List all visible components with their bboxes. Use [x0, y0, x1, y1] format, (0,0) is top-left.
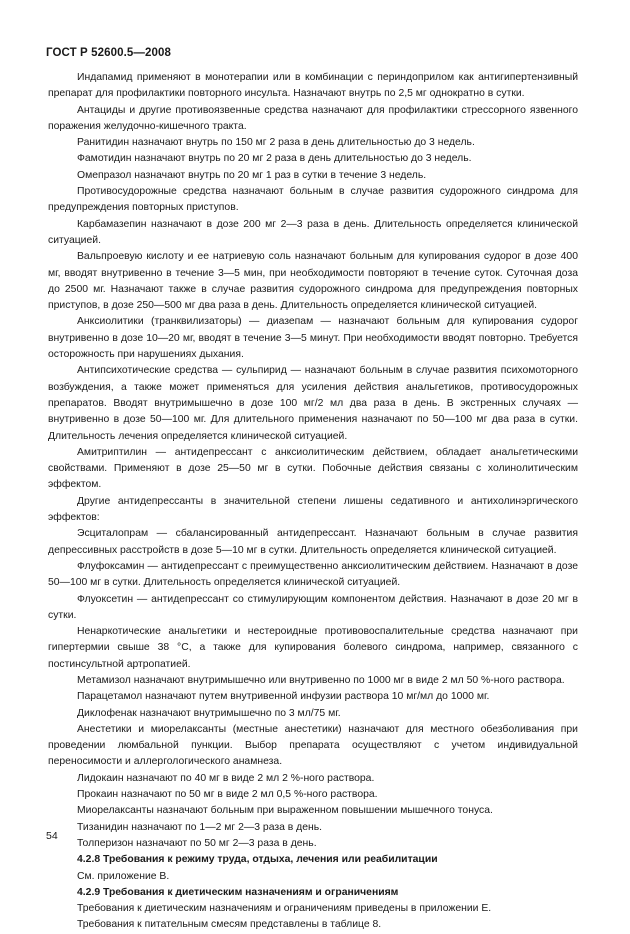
paragraph: Индапамид применяют в монотерапии или в комбинации с периндоприлом как антигипертензивный препарат для профилактики повторного инсульта. Назначают внутрь по 2,5 мг однократно в сутки.	[48, 72, 578, 100]
paragraph: Диклофенак назначают внутримышечно по 3 мл/75 мг.	[77, 707, 341, 719]
paragraph: Анестетики и миорелаксанты (местные анестетики) назначают для местного обезболивания при проведении люмбальной пункции. Выбор препарата осуществляют с учетом индивидуальной переносимости и аллергологического анамнеза.	[48, 723, 578, 768]
paragraph: Метамизол назначают внутримышечно или внутривенно по 1000 мг в виде 2 мл 50 %-ного раствора.	[77, 674, 565, 686]
section-4-2-8-text: См. приложение В.	[77, 870, 170, 882]
paragraph: Ранитидин назначают внутрь по 150 мг 2 раза в день длительностью до 3 недель.	[77, 137, 475, 149]
paragraph: Антипсихотические средства — сульпирид — назначают больным в случае развития психомоторного возбуждения, а также может применяться для усиления действия анальгетиков, противосудорожных препаратов. Вводят внутримышечно в дозе 100 мг/2 мл два раза в день. В экстренных случаях — внутривенно в дозе 50—100 мг. Для длительного применения назначают по 50—100 мг два раза в сутки. Длительность лечения определяется клинической ситуацией.	[48, 365, 578, 442]
paragraph: Амитриптилин — антидепрессант с анксиолитическим действием, обладает анальгетическими свойствами. Применяют в дозе 25—50 мг в сутки. Побочные действия связаны с холинолитическим эффектом.	[48, 446, 578, 491]
paragraph: Парацетамол назначают путем внутривенной инфузии раствора 10 мг/мл до 1000 мг.	[77, 691, 490, 703]
paragraph: Омепразол назначают внутрь по 20 мг 1 раз в сутки в течение 3 недель.	[77, 169, 427, 181]
page-body	[48, 70, 578, 934]
paragraph: Флуфоксамин — антидепрессант с преимущественно анксиолитическим действием. Назначают в дозе 50—100 мг в сутки. Длительность определяется клинической ситуацией.	[48, 560, 578, 589]
paragraph: Противосудорожные средства назначают больным в случае развития судорожного синдрома для предупреждения повторных приступов.	[48, 186, 578, 214]
paragraph: Тизанидин назначают по 1—2 мг 2—3 раза в день.	[77, 821, 323, 833]
section-heading-4-2-8: 4.2.8 Требования к режиму труда, отдыха, лечения или реабилитации	[77, 854, 438, 866]
paragraph: Вальпроевую кислоту и ее натриевую соль назначают больным для купирования судорог в дозе 400 мг, вводят внутривенно в течение 3—5 мин, при необходимости повторяют в течение суток. Суточная доза до 2500 мг. Назначают также в случае развития судорожного синдрома для предупреждения повторных приступов, в дозе 250—500 мг два раза в день. Длительность определяется клинической ситуацией.	[48, 251, 578, 312]
paragraph: Антациды и другие противоязвенные средства назначают для профилактики стрессорного язвенного поражения желудочно-кишечного тракта.	[48, 104, 578, 132]
paragraph: Лидокаин назначают по 40 мг в виде 2 мл 2 %-ного раствора.	[77, 772, 375, 784]
section-4-2-9-text: Требования к питательным смесям представлены в таблице 8.	[77, 919, 382, 931]
section-heading-4-2-9: 4.2.9 Требования к диетическим назначениям и ограничениям	[77, 886, 399, 898]
paragraph: Ненаркотические анальгетики и нестероидные противовоспалительные средства назначают при гипертермии свыше 38 °С, а также для купирования болевого синдрома, например, связанного с постинсультной артропатией.	[48, 626, 578, 670]
paragraph: Анксиолитики (транквилизаторы) — диазепам — назначают больным для купирования судорог внутривенно в дозе 10—20 мг, вводят в течение 3—5 минут. При необходимости вводят повторно. Требуется осторожность при нарушениях дыхания.	[48, 316, 578, 361]
page-number: 54	[46, 830, 58, 842]
paragraph: Прокаин назначают по 50 мг в виде 2 мл 0,5 %-ного раствора.	[77, 789, 378, 801]
paragraph: Эсциталопрам — сбалансированный антидепрессант. Назначают больным в случае развития депрессивных расстройств в дозе 5—10 мг в сутки. Длительность определяется клинической ситуацией.	[48, 528, 578, 556]
section-4-2-9-text: Требования к диетическим назначениям и ограничениям приведены в приложении Е.	[77, 903, 492, 915]
paragraph: Миорелаксанты назначают больным при выраженном повышении мышечного тонуса.	[77, 805, 493, 817]
paragraph: Карбамазепин назначают в дозе 200 мг 2—3 раза в день. Длительность определяется клинической ситуацией.	[48, 218, 578, 246]
paragraph: Другие антидепрессанты в значительной степени лишены седативного и антихолинэргического эффектов:	[48, 495, 578, 524]
paragraph: Толперизон назначают по 50 мг 2—3 раза в день.	[77, 837, 317, 849]
document-header: ГОСТ Р 52600.5—2008	[46, 47, 171, 59]
paragraph: Фамотидин назначают внутрь по 20 мг 2 раза в день длительностью до 3 недель.	[77, 153, 472, 165]
paragraph: Флуоксетин — антидепрессант со стимулирующим компонентом действия. Назначают в дозе 20 мг в сутки.	[48, 593, 578, 621]
